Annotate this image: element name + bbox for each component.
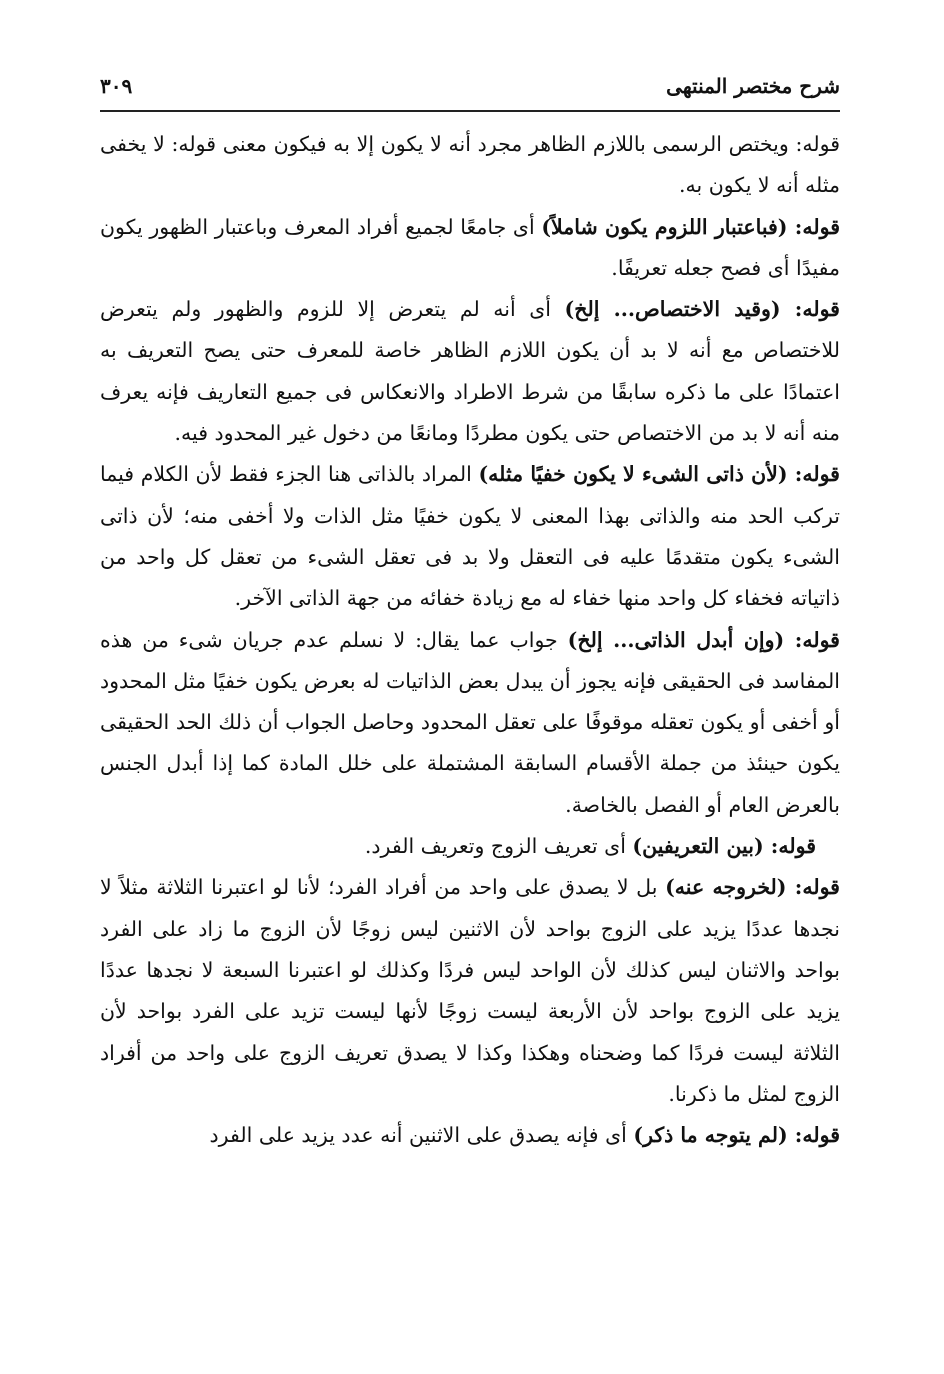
running-title: شرح مختصر المنتهى (666, 74, 840, 98)
paragraph-text: جواب عما يقال: لا نسلم عدم جريان شىء من هذه المفاسد فى الحقيقى فإنه يجوز أن يبدل بعض الذاتيات له بعرض يكون خفيًا مثل المحدود أو أخفى أو يكون تعقله موقوفًا على تعقل المحدود وحاصل الجواب أن ذلك الحد الحقيقى يكون حينئذ من جملة الأقسام السابقة المشتملة على خلل المادة كما إذا أبدل الجنس بالعرض العام أو الفصل بالخاصة. (100, 627, 840, 817)
paragraph-lead: قوله: (787, 214, 840, 239)
paragraph-lead: قوله: (784, 627, 840, 652)
paragraph-lead: قوله: (763, 834, 816, 859)
page-number: ٣٠٩ (100, 74, 133, 98)
header-rule (100, 110, 840, 112)
paragraph (100, 207, 840, 290)
paragraph-quote: (لأن ذاتى الشىء لا يكون خفيًا مثله) (478, 462, 788, 487)
paragraph (100, 124, 840, 207)
paragraph-text: أى جامعًا لجميع أفراد المعرف وباعتبار الظهور يكون مفيدًا أى فصح جعله تعريفًا. (100, 214, 840, 280)
paragraph-text: المراد بالذاتى هنا الجزء فقط لأن الكلام فيما تركب الحد منه والذاتى بهذا المعنى لا يكون خفيًا مثل الذات ولا أخفى منه؛ لأن ذاتى الشىء يكون متقدمًا عليه فى التعقل ولا بد فى تعقل الشىء من تعقل كل واحد من ذاتياته فخفاء كل واحد منها خفاء له مع زيادة خفائه من جهة الذاتى الآخر. (100, 462, 840, 611)
paragraph-lead: قوله: (786, 875, 840, 900)
page-body (100, 124, 840, 1156)
paragraph-lead: قوله: (787, 462, 840, 487)
paragraph-lead: قوله: (780, 297, 840, 322)
paragraph (100, 826, 840, 867)
paragraph-text: أى أنه لم يتعرض إلا للزوم والظهور ولم يتعرض للاختصاص مع أنه لا بد أن يكون اللازم الظاهر خاصة للمعرف حتى يصح التعريف به اعتمادًا على ما ذكره سابقًا من شرط الاطراد والانعكاس فى جميع التعاريف فإنه يعرف منه أنه لا بد من الاختصاص حتى يكون مطردًا ومانعًا من دخول غير المحدود فيه. (100, 297, 840, 446)
paragraph-text: بل لا يصدق على واحد من أفراد الفرد؛ لأنا لو اعتبرنا الثلاثة مثلاً لا نجدها عددًا يزيد على الزوج بواحد لأن الاثنين ليس زوجًا لأن الزوج ما زاد على الفرد بواحد والاثنان ليس كذلك لأن الواحد ليس فردًا وكذلك لو اعتبرنا السبعة لا نجدها عددًا يزيد على الزوج بواحد لأن الأربعة ليست زوجًا لأنها ليست تزيد على الفرد بواحد لأن الثلاثة ليست فردًا كما وضحناه وهكذا وكذا لا يصدق تعريف الزوج على واحد من أفراد الزوج لمثل ما ذكرنا. (100, 875, 840, 1106)
paragraph (100, 620, 840, 826)
paragraph (100, 867, 840, 1115)
paragraph-quote: (وإن أبدل الذاتى... إلخ) (567, 627, 785, 652)
paragraph (100, 289, 840, 454)
paragraph-quote: (بين التعريفين) (632, 834, 764, 859)
paragraph-text: قوله: ويختص الرسمى باللازم الظاهر مجرد أنه لا يكون إلا به فيكون معنى قوله: لا يخفى مثله أنه لا يكون به. (100, 132, 840, 198)
paragraph (100, 454, 840, 619)
paragraph-quote: (لخروجه عنه) (665, 875, 787, 900)
paragraph-text: أى تعريف الزوج وتعريف الفرد. (364, 834, 633, 859)
page-header (100, 66, 840, 106)
paragraph-lead: قوله: (787, 1123, 840, 1148)
paragraph (100, 1115, 840, 1156)
paragraph-quote: (لم يتوجه ما ذكر) (633, 1123, 788, 1148)
paragraph-quote: (وقيد الاختصاص... إلخ) (564, 297, 781, 322)
paragraph-text: أى فإنه يصدق على الاثنين أنه عدد يزيد على الفرد (209, 1123, 634, 1148)
paragraph-quote: (فباعتبار اللزوم يكون شاملاً) (541, 214, 788, 239)
